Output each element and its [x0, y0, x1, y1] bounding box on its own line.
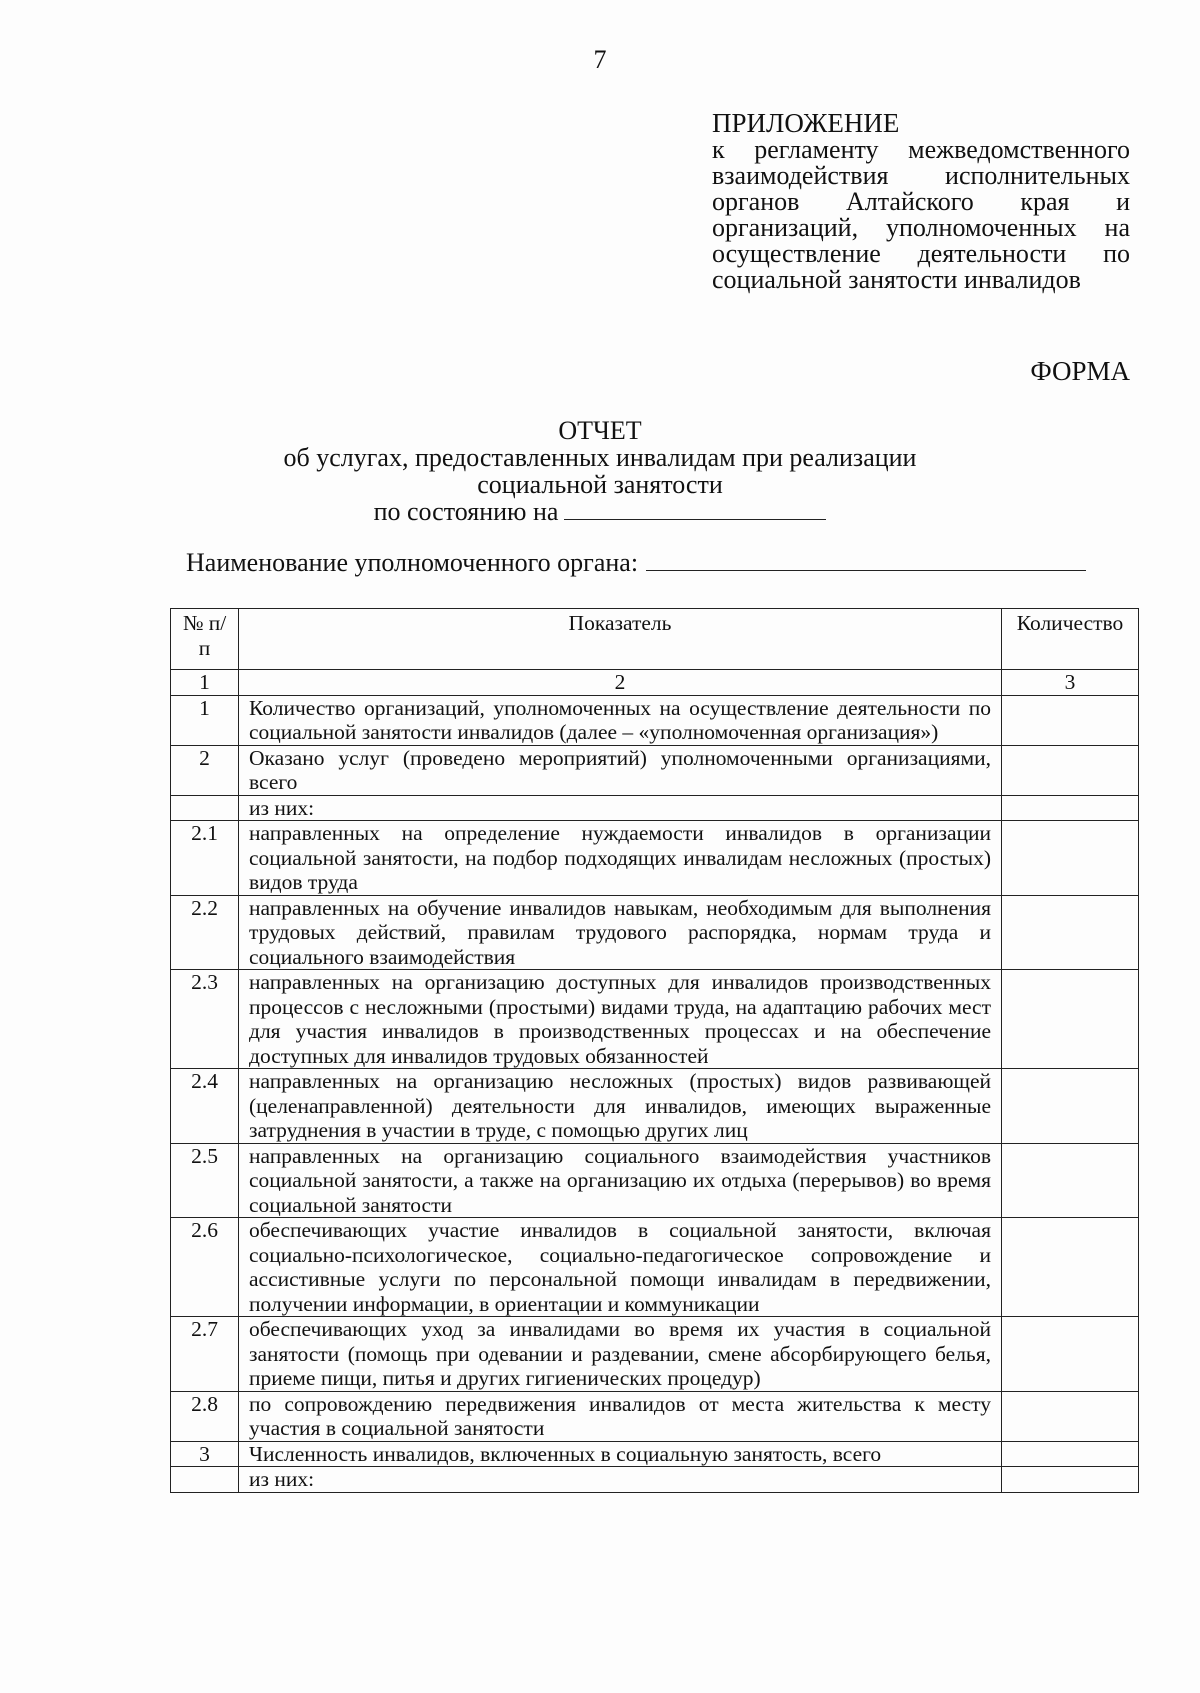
row-quantity-cell[interactable]	[1002, 695, 1139, 745]
row-indicator: направленных на организацию доступных для инвалидов производственных процессов с несложными (простыми) видами труда, на адаптацию рабочих мест для участия инвалидов в производственных процессах и на обеспечение доступных для инвалидов трудовых обязанностей	[239, 970, 1002, 1069]
row-quantity-cell[interactable]	[1002, 895, 1139, 970]
table-row	[171, 1441, 1139, 1467]
as-of-label: по состоянию на	[373, 497, 559, 526]
report-as-of	[0, 498, 1200, 525]
row-indicator: Количество организаций, уполномоченных на осуществление деятельности по социальной занятости инвалидов (далее – «уполномоченная организация»)	[239, 695, 1002, 745]
row-quantity-cell[interactable]	[1002, 1391, 1139, 1441]
table-row	[171, 1143, 1139, 1218]
table-row	[171, 1317, 1139, 1392]
row-indicator: обеспечивающих уход за инвалидами во время их участия в социальной занятости (помощь при одевании и раздевании, смене абсорбирующего белья, приеме пищи, питья и других гигиенических процедур)	[239, 1317, 1002, 1392]
row-quantity-cell[interactable]	[1002, 1317, 1139, 1392]
table-row	[171, 895, 1139, 970]
table-row	[171, 795, 1139, 821]
row-quantity-cell[interactable]	[1002, 1467, 1139, 1493]
table-row	[171, 1069, 1139, 1144]
row-indicator: по сопровождению передвижения инвалидов от места жительства к месту участия в социальной занятости	[239, 1391, 1002, 1441]
form-label: ФОРМА	[1030, 356, 1130, 386]
row-quantity-cell[interactable]	[1002, 795, 1139, 821]
table-row	[171, 745, 1139, 795]
report-subtitle-1: об услугах, предоставленных инвалидам при реализации	[283, 443, 917, 472]
row-number: 2.5	[171, 1143, 239, 1218]
row-indicator: Численность инвалидов, включенных в социальную занятость, всего	[239, 1441, 1002, 1467]
column-numbers-row	[171, 670, 1139, 696]
row-number: 1	[171, 695, 239, 745]
row-quantity-cell[interactable]	[1002, 1143, 1139, 1218]
row-indicator: из них:	[239, 1467, 1002, 1493]
table-header-row	[171, 609, 1139, 670]
table-row	[171, 970, 1139, 1069]
row-quantity-cell[interactable]	[1002, 1218, 1139, 1317]
table-row	[171, 1391, 1139, 1441]
row-number	[171, 795, 239, 821]
row-quantity-cell[interactable]	[1002, 1441, 1139, 1467]
table-row	[171, 1467, 1139, 1493]
column-number-1: 1	[171, 670, 239, 696]
row-number: 2.3	[171, 970, 239, 1069]
org-name-row	[186, 548, 1086, 578]
row-number: 2.1	[171, 821, 239, 896]
report-heading	[0, 417, 1200, 525]
page-number: 7	[593, 45, 607, 74]
appendix-title: ПРИЛОЖЕНИЕ	[712, 108, 900, 138]
column-number-3: 3	[1002, 670, 1139, 696]
row-quantity-cell[interactable]	[1002, 1069, 1139, 1144]
table-row	[171, 821, 1139, 896]
row-indicator: направленных на определение нуждаемости инвалидов в организации социальной занятости, на подбор подходящих инвалидам несложных (простых) видов труда	[239, 821, 1002, 896]
table-row	[171, 1218, 1139, 1317]
row-number: 2.4	[171, 1069, 239, 1144]
header-num: № п/п	[171, 609, 239, 670]
row-number	[171, 1467, 239, 1493]
table-row	[171, 695, 1139, 745]
date-field[interactable]	[564, 499, 826, 520]
report-title: ОТЧЕТ	[558, 416, 642, 445]
row-number: 2.8	[171, 1391, 239, 1441]
header-quantity: Количество	[1002, 609, 1139, 670]
row-indicator: Оказано услуг (проведено мероприятий) уполномоченными организациями, всего	[239, 745, 1002, 795]
row-quantity-cell[interactable]	[1002, 821, 1139, 896]
appendix-block	[712, 110, 1130, 293]
row-quantity-cell[interactable]	[1002, 745, 1139, 795]
row-indicator: из них:	[239, 795, 1002, 821]
row-number: 2.7	[171, 1317, 239, 1392]
row-number: 2	[171, 745, 239, 795]
row-number: 2.2	[171, 895, 239, 970]
row-number: 2.6	[171, 1218, 239, 1317]
row-indicator: направленных на организацию несложных (простых) видов развивающей (целенаправленной) деятельности для инвалидов, имеющих выраженные затруднения в участии в труде, с помощью других лиц	[239, 1069, 1002, 1144]
column-number-2: 2	[239, 670, 1002, 696]
indicators-table	[170, 608, 1139, 1493]
row-indicator: обеспечивающих участие инвалидов в социальной занятости, включая социально-психологическое, социально-педагогическое сопровождение и ассистивные услуги по персональной помощи инвалидам в передвижении, получении информации, в ориентации и коммуникации	[239, 1218, 1002, 1317]
row-number: 3	[171, 1441, 239, 1467]
org-name-label: Наименование уполномоченного органа:	[186, 548, 639, 577]
appendix-text: к регламенту межведомственного взаимодействия исполнительных органов Алтайского края и организаций, уполномоченных на осуществление деятельности по социальной занятости инвалидов	[712, 135, 1130, 294]
row-indicator: направленных на организацию социального взаимодействия участников социальной занятости, а также на организацию их отдыха (перерывов) во время социальной занятости	[239, 1143, 1002, 1218]
row-indicator: направленных на обучение инвалидов навыкам, необходимым для выполнения трудовых действий, правилам трудового распорядка, нормам труда и социального взаимодействия	[239, 895, 1002, 970]
header-indicator: Показатель	[239, 609, 1002, 670]
report-subtitle-2: социальной занятости	[477, 470, 723, 499]
row-quantity-cell[interactable]	[1002, 970, 1139, 1069]
org-name-field[interactable]	[646, 550, 1086, 571]
